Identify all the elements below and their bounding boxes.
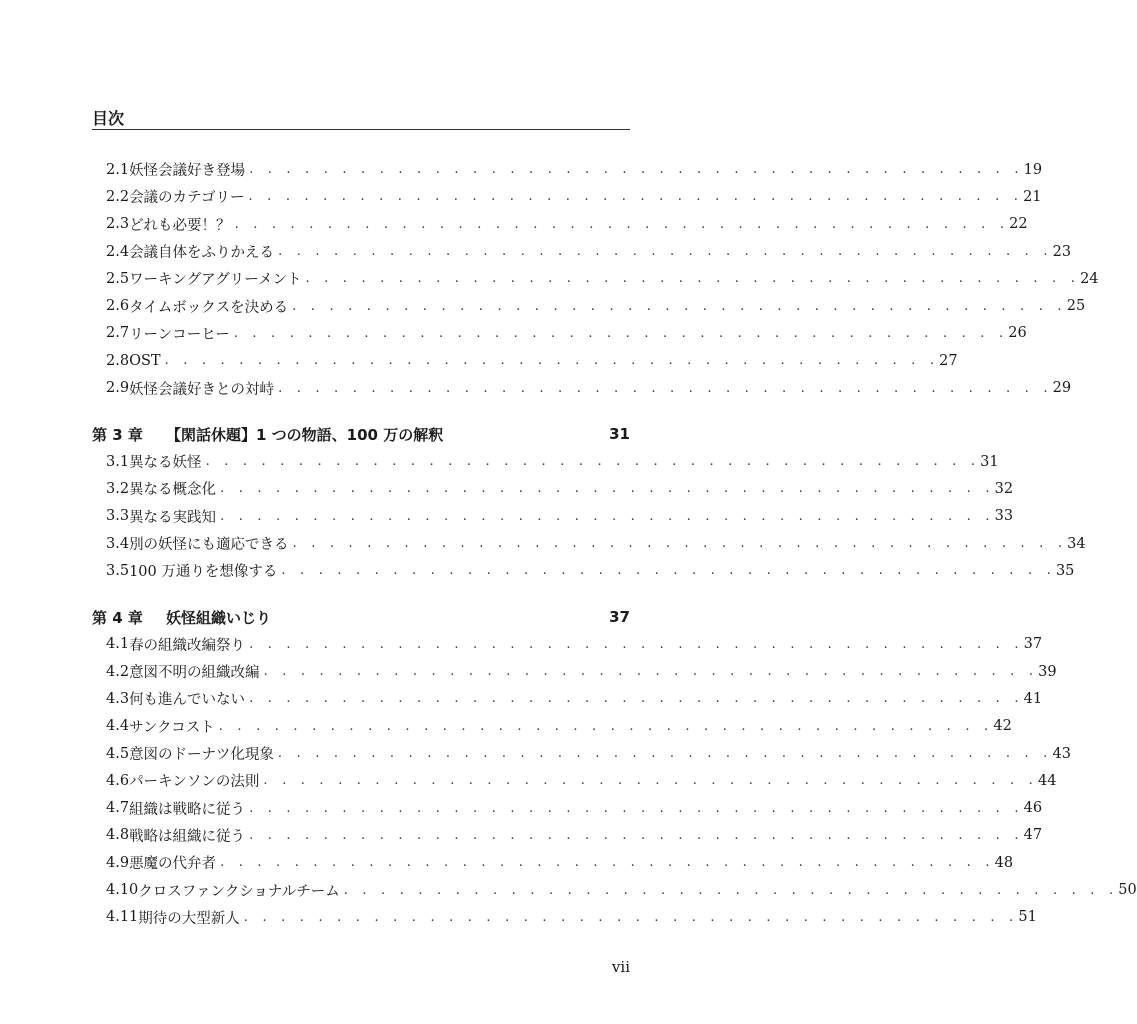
section-number: 4.5 xyxy=(106,745,130,762)
section-entry[interactable] xyxy=(92,211,1028,238)
section-number: 2.7 xyxy=(106,325,130,342)
section-title: どれも必要！？ xyxy=(129,214,235,235)
dot-leader: . . . . . . . . . . . . . . . . . . . . . . . . . . . . . . . . . . . . . . . . . . xyxy=(218,718,994,734)
dot-leader: . . . . . . . . . . . . . . . . . . . . . . . . . . . . . . . . . . . . . . . . . . xyxy=(205,454,981,470)
section-entry[interactable] xyxy=(92,265,1099,292)
section-page: 26 xyxy=(1008,325,1027,342)
section-entry[interactable] xyxy=(92,713,1012,740)
dot-leader: . . . . . . . . . . . . . . . . . . . . . . . . . . . . . . . . . . . . . . . . . . xyxy=(220,508,995,524)
section-page: 34 xyxy=(1067,535,1086,552)
dot-leader: . . . . . . . . . . . . . . . . . . . . . . . . . . . . . . . . . . . . . . . . . . xyxy=(305,271,1081,287)
section-title: 異なる妖怪 xyxy=(129,451,206,472)
section-number: 2.8 xyxy=(106,352,130,369)
section-page: 50 xyxy=(1118,882,1137,899)
section-entry[interactable] xyxy=(92,822,1043,849)
section-page: 24 xyxy=(1080,270,1099,287)
table-of-contents xyxy=(92,156,1137,931)
section-title: 妖怪会議好き登場 xyxy=(129,159,249,180)
section-page: 31 xyxy=(980,453,999,470)
dot-leader: . . . . . . . . . . . . . . . . . . . . . . . . . . . . . . . . . . . . . . . . . . xyxy=(248,189,1024,205)
section-entry[interactable] xyxy=(92,767,1057,794)
section-entry[interactable] xyxy=(92,557,1075,584)
section-title: 100 万通りを想像する xyxy=(129,560,281,581)
section-page: 39 xyxy=(1038,663,1057,680)
section-entry[interactable] xyxy=(92,347,958,374)
section-number: 3.2 xyxy=(106,480,130,497)
section-number: 2.6 xyxy=(106,298,130,315)
section-page: 27 xyxy=(939,352,958,369)
section-title: サンクコスト xyxy=(129,716,219,737)
section-title: OST xyxy=(129,353,165,369)
section-page: 47 xyxy=(1023,827,1043,844)
section-number: 2.9 xyxy=(106,380,130,397)
section-page: 22 xyxy=(1009,216,1028,233)
section-number: 4.2 xyxy=(106,663,130,680)
dot-leader: . . . . . . . . . . . . . . . . . . . . . . . . . . . . . . . . . . . . . . . . . . xyxy=(234,216,1010,232)
dot-leader: . . . . . . . . . . . . . . . . . . . . . . . . . . . . . . . . . . . . . . . . . . xyxy=(249,691,1024,707)
section-title: 期待の大型新人 xyxy=(138,907,244,928)
chapter-entry[interactable] xyxy=(92,421,630,448)
section-title: クロスファンクショナルチーム xyxy=(138,880,343,901)
section-title: ワーキングアグリーメント xyxy=(129,268,305,289)
header-rule xyxy=(92,129,630,130)
dot-leader: . . . . . . . . . . . . . . . . . . . . . . . . . . . . . . . . . . . . . . . . . . xyxy=(233,325,1009,341)
section-page: 41 xyxy=(1023,690,1043,707)
section-title: 組織は戦略に従う xyxy=(129,798,249,819)
dot-leader: . . . . . . . . . . . . . . . . . . . . . . . . . . . . . . . . . . . . . . . . . . xyxy=(249,827,1024,843)
section-page: 42 xyxy=(993,718,1012,735)
dot-leader: . . . . . . . . . . . . . . . . . . . . . . . . . . . . . . . . . . . . . . . . . . xyxy=(249,636,1024,652)
section-title: 会議自体をふりかえる xyxy=(129,241,278,262)
section-entry[interactable] xyxy=(92,658,1057,685)
section-entry[interactable] xyxy=(92,320,1027,347)
dot-leader: . . . . . . . . . . . . . . . . . . . . . . . . . . . . . . . . . . . . . . . . . . xyxy=(278,380,1053,396)
section-title: 春の組織改編祭り xyxy=(129,634,249,655)
section-number: 2.2 xyxy=(106,188,130,205)
section-title: 会議のカテゴリー xyxy=(129,186,248,207)
section-title: 悪魔の代弁者 xyxy=(129,852,220,873)
chapter-title: 【閑話休題】1 つの物語、100 万の解釈 xyxy=(166,425,444,444)
section-title: 異なる実践知 xyxy=(129,506,220,527)
section-number: 4.6 xyxy=(106,772,130,789)
section-number: 2.3 xyxy=(106,216,130,233)
section-entry[interactable] xyxy=(92,740,1071,767)
dot-leader: . . . . . . . . . . . . . . . . . . . . . . . . . . . . . . . . . . . . . . . . . . xyxy=(281,563,1056,579)
section-number: 2.4 xyxy=(106,243,130,260)
section-number: 4.1 xyxy=(106,636,130,653)
section-number: 4.10 xyxy=(106,882,139,899)
section-entry[interactable] xyxy=(92,183,1042,210)
section-number: 4.9 xyxy=(106,854,130,871)
dot-leader: . . . . . . . . . . . . . . . . . . . . . . . . . . . . . . . . . . . . . . . . . . xyxy=(220,481,995,497)
section-title: 意図不明の組織改編 xyxy=(129,661,264,682)
section-entry[interactable] xyxy=(92,156,1043,183)
section-number: 4.8 xyxy=(106,827,130,844)
section-entry[interactable] xyxy=(92,503,1014,530)
section-title: 異なる概念化 xyxy=(129,478,220,499)
section-title: 何も進んでいない xyxy=(129,688,249,709)
section-number: 4.3 xyxy=(106,690,130,707)
section-page: 37 xyxy=(1023,636,1043,653)
section-page: 43 xyxy=(1052,745,1071,762)
section-entry[interactable] xyxy=(92,448,999,475)
section-entry[interactable] xyxy=(92,876,1137,903)
section-title: リーンコーヒー xyxy=(129,323,234,344)
chapter-page: 31 xyxy=(609,425,630,444)
section-entry[interactable] xyxy=(92,292,1086,319)
section-entry[interactable] xyxy=(92,795,1043,822)
section-title: 別の妖怪にも適応できる xyxy=(129,533,293,554)
dot-leader: . . . . . . . . . . . . . . . . . . . . . . . . . . . . . . . . . . . . . . . . . . xyxy=(292,536,1068,551)
section-number: 2.5 xyxy=(106,270,130,287)
section-title: パーキンソンの法則 xyxy=(129,770,263,791)
section-number: 4.4 xyxy=(106,718,130,735)
section-page: 48 xyxy=(994,854,1014,871)
dot-leader: . . . . . . . . . . . . . . . . . . . . . . . . . . . . . . . . . . . . . . . . . . xyxy=(220,855,995,871)
dot-leader: . . . . . . . . . . . . . . . . . . . . . . . . . . . . . . . . . . . . . . . . . . xyxy=(343,882,1119,898)
dot-leader: . . . . . . . . . . . . . . . . . . . . . . . . . . . . . . . . . . . . . . . . . . xyxy=(164,353,940,369)
section-title: 戦略は組織に従う xyxy=(129,825,249,846)
section-page: 23 xyxy=(1052,243,1072,260)
section-entry[interactable] xyxy=(92,849,1014,876)
running-head: 目次 xyxy=(92,109,125,128)
section-page: 44 xyxy=(1038,772,1057,789)
dot-leader: . . . . . . . . . . . . . . . . . . . . . . . . . . . . . . . . . . . . . . . . . . xyxy=(249,800,1024,816)
chapter-page: 37 xyxy=(609,608,630,627)
section-title: 妖怪会議好きとの対峙 xyxy=(129,378,278,399)
section-page: 46 xyxy=(1023,800,1043,817)
section-entry[interactable] xyxy=(92,238,1072,265)
section-number: 4.7 xyxy=(106,800,130,817)
section-number: 2.1 xyxy=(106,161,130,178)
section-entry[interactable] xyxy=(92,475,1014,502)
chapter-number: 第 3 章 xyxy=(92,425,143,444)
dot-leader: . . . . . . . . . . . . . . . . . . . . . . . . . . . . . . . . . . . . . . . . . . xyxy=(249,162,1024,178)
section-page: 25 xyxy=(1066,298,1086,315)
section-page: 21 xyxy=(1023,188,1042,205)
dot-leader: . . . . . . . . . . . . . . . . . . . . . . . . . . . . . . . . . . . . . . . . . . xyxy=(263,773,1039,789)
section-number: 4.11 xyxy=(106,909,139,926)
section-page: 33 xyxy=(994,508,1014,525)
section-number: 3.1 xyxy=(106,453,130,470)
section-number: 3.5 xyxy=(106,562,130,579)
section-number: 3.4 xyxy=(106,535,130,552)
section-title: 意図のドーナツ化現象 xyxy=(129,743,278,764)
page-number: vii xyxy=(611,958,630,976)
section-entry[interactable] xyxy=(92,374,1072,401)
section-page: 32 xyxy=(994,480,1014,497)
section-title: タイムボックスを決める xyxy=(129,296,292,317)
section-entry[interactable] xyxy=(92,631,1043,658)
section-page: 35 xyxy=(1055,562,1075,579)
section-page: 19 xyxy=(1023,161,1043,178)
section-entry[interactable] xyxy=(92,685,1043,712)
section-entry[interactable] xyxy=(92,530,1086,557)
section-page: 29 xyxy=(1052,380,1072,397)
dot-leader: . . . . . . . . . . . . . . . . . . . . . . . . . . . . . . . . . . . . . . . . . . xyxy=(243,909,1019,925)
dot-leader: . . . . . . . . . . . . . . . . . . . . . . . . . . . . . . . . . . . . . . . . . . xyxy=(292,298,1067,314)
section-page: 51 xyxy=(1018,909,1037,926)
chapter-number: 第 4 章 xyxy=(92,608,143,627)
chapter-title: 妖怪組織いじり xyxy=(166,608,272,627)
dot-leader: . . . . . . . . . . . . . . . . . . . . . . . . . . . . . . . . . . . . . . . . . . xyxy=(263,664,1039,680)
chapter-entry[interactable] xyxy=(92,603,630,630)
section-number: 3.3 xyxy=(106,508,130,525)
dot-leader: . . . . . . . . . . . . . . . . . . . . . . . . . . . . . . . . . . . . . . . . . . xyxy=(278,244,1053,260)
dot-leader: . . . . . . . . . . . . . . . . . . . . . . . . . . . . . . . . . . . . . . . . . . xyxy=(277,746,1053,762)
section-entry[interactable] xyxy=(92,904,1037,931)
